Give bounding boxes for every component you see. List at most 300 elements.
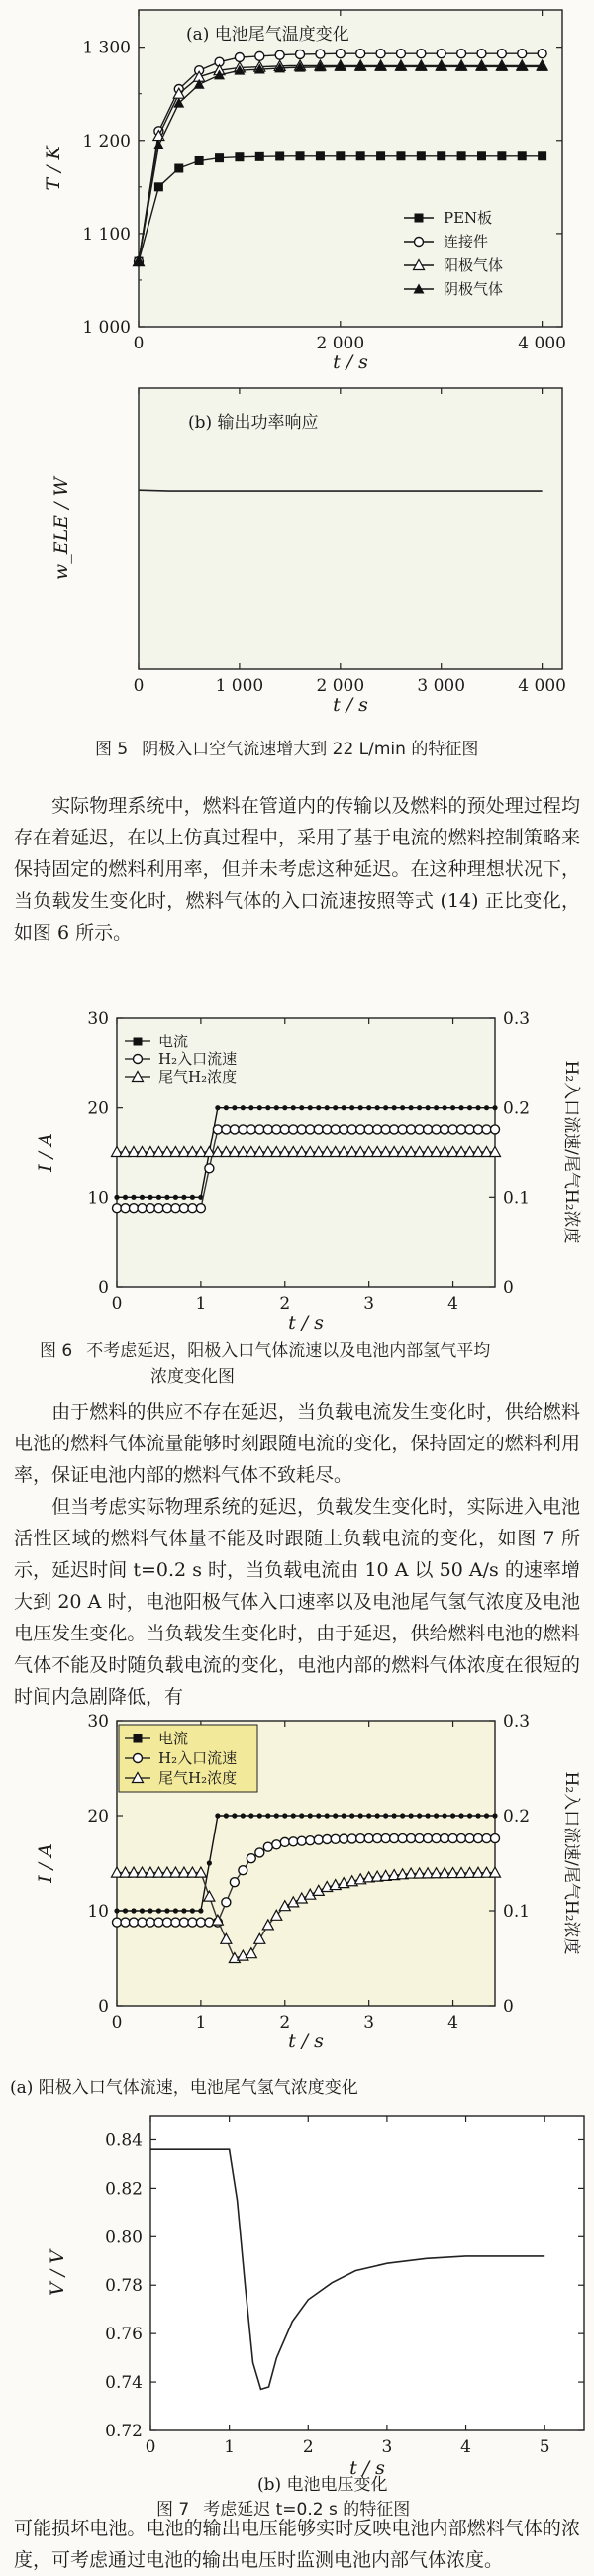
x-tick-label: 4 000: [518, 334, 566, 353]
current-marker: [458, 1813, 463, 1818]
legend-label: 阳极气体: [444, 256, 504, 274]
x-tick-label: 0: [111, 2013, 123, 2032]
h2-flow-marker: [407, 1125, 416, 1134]
current-marker: [425, 1813, 430, 1818]
fig5b-title: (b) 输出功率响应: [188, 413, 319, 433]
paragraph-2-text: 由于燃料的供应不存在延迟，当负载电流发生变化时，供给燃料电池的燃料气体流量能够时刻跟随电流的变化，保持固定的燃料利用率，保证电池内部的燃料气体不致耗尽。: [14, 1401, 580, 1486]
fig6-caption-line2: 浓度变化图: [150, 1367, 235, 1387]
current-marker: [342, 1105, 346, 1110]
current-marker: [442, 1105, 446, 1110]
current-marker: [299, 1813, 304, 1818]
h2-flow-marker: [162, 1918, 171, 1927]
y-tick-label: 0.72: [105, 2422, 143, 2441]
current-marker: [224, 1105, 229, 1110]
current-marker: [299, 1105, 304, 1110]
current-marker: [375, 1105, 380, 1110]
h2-flow-marker: [272, 1840, 281, 1849]
series-marker: [497, 50, 506, 58]
current-marker: [114, 1195, 119, 1200]
h2-flow-marker: [373, 1125, 382, 1134]
h2-flow-marker: [154, 1918, 163, 1927]
current-marker: [248, 1105, 253, 1110]
h2-flow-marker: [390, 1125, 399, 1134]
h2-flow-marker: [263, 1842, 272, 1851]
legend-marker: [134, 1754, 143, 1763]
h2-flow-marker: [457, 1125, 466, 1134]
current-marker: [291, 1105, 296, 1110]
x-tick-label: 1: [224, 2437, 236, 2457]
current-marker: [207, 1860, 212, 1865]
h2-flow-marker: [146, 1204, 154, 1213]
current-marker: [467, 1105, 472, 1110]
h2-flow-marker: [129, 1204, 138, 1213]
current-marker: [181, 1908, 186, 1913]
current-marker: [392, 1105, 397, 1110]
paragraph-3: [14, 1491, 580, 1713]
current-marker: [308, 1105, 313, 1110]
x-tick-label: 3 000: [417, 676, 466, 696]
h2-flow-marker: [188, 1204, 197, 1213]
y-tick-label: 1 200: [82, 131, 131, 151]
figure-7a: [0, 1713, 594, 2101]
h2-flow-marker: [179, 1204, 188, 1213]
h2-flow-marker: [441, 1125, 449, 1134]
h2-flow-marker: [482, 1834, 491, 1843]
current-marker: [349, 1105, 354, 1110]
paragraph-1: [14, 790, 580, 948]
figure-5: [0, 0, 594, 772]
h2-flow-marker: [474, 1834, 483, 1843]
fig5a-title: (a) 电池尾气温度变化: [186, 25, 349, 45]
current-marker: [123, 1908, 128, 1913]
current-marker: [458, 1105, 463, 1110]
y2-tick-label: 0.3: [503, 1713, 531, 1732]
series-marker: [518, 151, 527, 160]
x-tick-label: 3: [363, 2013, 375, 2032]
h2-flow-marker: [230, 1878, 239, 1887]
h2-flow-marker: [222, 1898, 231, 1907]
h2-flow-marker: [222, 1125, 231, 1134]
h2-flow-marker: [347, 1834, 356, 1843]
h2-flow-marker: [356, 1125, 365, 1134]
h2-flow-marker: [381, 1125, 390, 1134]
legend-label: 连接件: [444, 233, 489, 250]
x-tick-label: 3: [381, 2437, 393, 2457]
legend-marker: [134, 1734, 143, 1743]
current-marker: [131, 1908, 136, 1913]
h2-flow-marker: [205, 1164, 214, 1173]
current-marker: [316, 1105, 321, 1110]
legend-label: 阴极气体: [444, 280, 504, 298]
h2-flow-marker: [364, 1834, 373, 1843]
h2-flow-marker: [289, 1125, 298, 1134]
x-tick-label: 1: [195, 2013, 207, 2032]
h2-flow-marker: [415, 1125, 424, 1134]
current-marker: [232, 1105, 237, 1110]
current-marker: [123, 1195, 128, 1200]
y-tick-label: 30: [87, 1009, 109, 1029]
current-marker: [358, 1813, 363, 1818]
y-tick-label: 1 100: [82, 224, 131, 245]
x-tick-label: 1 000: [215, 676, 264, 696]
current-marker: [366, 1813, 371, 1818]
series-marker: [538, 151, 546, 160]
h2-flow-marker: [373, 1834, 382, 1843]
fig7b-caption: (b) 电池电压变化: [257, 2475, 388, 2495]
current-marker: [349, 1813, 354, 1818]
h2-flow-marker: [162, 1204, 171, 1213]
fig6-caption: [40, 1338, 554, 1390]
x-tick-label: 4: [447, 2013, 458, 2032]
series-marker: [336, 151, 345, 160]
current-marker: [400, 1105, 405, 1110]
x-axis-label: t / s: [288, 1312, 324, 1334]
series-marker: [376, 151, 385, 160]
h2-flow-marker: [398, 1125, 407, 1134]
current-marker: [215, 1813, 220, 1818]
y-tick-label: 1 300: [82, 38, 131, 58]
h2-flow-marker: [171, 1918, 180, 1927]
y-tick-label: 20: [87, 1807, 109, 1827]
current-marker: [475, 1105, 480, 1110]
h2-flow-marker: [289, 1837, 298, 1846]
current-marker: [425, 1105, 430, 1110]
current-marker: [140, 1908, 145, 1913]
figure-6: [0, 1008, 594, 1337]
h2-flow-marker: [314, 1125, 323, 1134]
y2-tick-label: 0: [503, 1997, 514, 2017]
series-marker: [255, 152, 264, 161]
h2-flow-marker: [331, 1125, 340, 1134]
h2-flow-marker: [113, 1918, 122, 1927]
series-marker: [296, 151, 305, 160]
current-marker: [148, 1195, 152, 1200]
fig7a-caption: (a) 阳极入口气体流速，电池尾气氢气浓度变化: [10, 2078, 358, 2098]
h2-flow-marker: [441, 1834, 449, 1843]
legend-marker: [415, 238, 424, 247]
h2-flow-marker: [424, 1834, 433, 1843]
current-marker: [265, 1105, 270, 1110]
y-tick-label: 20: [87, 1098, 109, 1119]
legend-marker: [415, 214, 424, 223]
x-tick-label: 1: [195, 1294, 207, 1314]
legend-marker: [134, 1038, 143, 1046]
current-marker: [156, 1908, 161, 1913]
h2-flow-marker: [255, 1125, 264, 1134]
fig5b-chart: [0, 376, 594, 733]
y-tick-label: 0.80: [105, 2228, 143, 2248]
h2-flow-marker: [213, 1125, 222, 1134]
series-marker: [296, 50, 305, 58]
current-marker: [333, 1813, 338, 1818]
h2-flow-marker: [482, 1125, 491, 1134]
current-marker: [375, 1813, 380, 1818]
h2-flow-marker: [113, 1204, 122, 1213]
h2-flow-marker: [138, 1204, 147, 1213]
h2-flow-marker: [340, 1834, 348, 1843]
current-marker: [274, 1105, 279, 1110]
h2-flow-marker: [297, 1836, 306, 1845]
series-marker: [154, 182, 163, 191]
h2-flow-marker: [179, 1918, 188, 1927]
series-marker: [174, 164, 183, 173]
series-marker: [437, 151, 446, 160]
y2-tick-label: 0.1: [503, 1902, 531, 1922]
current-marker: [392, 1813, 397, 1818]
x-tick-label: 4 000: [518, 676, 566, 696]
current-marker: [366, 1105, 371, 1110]
series-marker: [336, 50, 345, 58]
current-marker: [224, 1813, 229, 1818]
h2-flow-marker: [272, 1125, 281, 1134]
x-tick-label: 2 000: [316, 334, 365, 353]
series-marker: [356, 151, 365, 160]
legend-label: H₂入口流速: [158, 1050, 238, 1068]
series-marker: [437, 50, 446, 58]
paragraph-3-text: 但当考虑实际物理系统的延迟，负载发生变化时，实际进入电池活性区域的燃料气体量不能及时跟随上负载电流的变化，如图 7 所示，延迟时间 t=0.2 s 时，当负载电流由 10 A 以 50 A/s 的速率增大到 20 A 时，电池阳极气体入口速率以及电池尾气氢气浓度及电池电压发生变化。当负载发生变化时，由于延迟，供给燃料电池的燃料气体不能及时随负载电流的变化，电池内部的燃料气体浓度在很短的时间内急剧降低，有: [14, 1496, 580, 1708]
current-marker: [475, 1813, 480, 1818]
current-marker: [417, 1105, 422, 1110]
current-marker: [316, 1813, 321, 1818]
fig7-caption-number: 图 7: [156, 2500, 190, 2520]
series-marker: [477, 151, 486, 160]
h2-flow-marker: [306, 1836, 315, 1845]
y-axis-label: w_ELE / W: [50, 476, 72, 581]
h2-flow-marker: [196, 1918, 205, 1927]
h2-flow-marker: [465, 1834, 474, 1843]
fig5-caption-text: 阴极入口空气流速增大到 22 L/min 的特征图: [142, 740, 479, 759]
series-marker: [457, 151, 466, 160]
current-marker: [442, 1813, 446, 1818]
current-marker: [383, 1813, 388, 1818]
current-marker: [173, 1908, 178, 1913]
h2-flow-marker: [364, 1125, 373, 1134]
current-marker: [434, 1813, 439, 1818]
series-marker: [457, 50, 466, 58]
current-marker: [140, 1195, 145, 1200]
figure-7b: [0, 2104, 594, 2500]
x-tick-label: 2: [302, 2437, 314, 2457]
series-marker: [376, 50, 385, 58]
h2-flow-marker: [432, 1125, 441, 1134]
h2-flow-marker: [424, 1125, 433, 1134]
h2-flow-marker: [121, 1918, 130, 1927]
h2-flow-marker: [491, 1834, 500, 1843]
current-marker: [190, 1195, 195, 1200]
legend-label: 电流: [158, 1730, 189, 1747]
series-marker: [255, 51, 264, 60]
series-marker: [215, 153, 224, 162]
paragraph-4-text: 可能损坏电池。电池的输出电压能够实时反映电池内部燃料气体的浓度，可考虑通过电池的输出电压时监测电池内部气体浓度。: [14, 2518, 580, 2571]
y-tick-label: 10: [87, 1188, 109, 1209]
current-marker: [257, 1813, 262, 1818]
y-axis-label: I / A: [35, 1843, 56, 1883]
fig7b-chart: [0, 2104, 594, 2500]
h2-flow-marker: [129, 1918, 138, 1927]
current-marker: [383, 1105, 388, 1110]
current-marker: [484, 1813, 489, 1818]
x-tick-label: 2: [279, 1294, 291, 1314]
series-marker: [235, 53, 244, 62]
h2-flow-marker: [247, 1125, 255, 1134]
power-line: [139, 490, 543, 491]
h2-flow-marker: [448, 1834, 457, 1843]
h2-flow-marker: [432, 1834, 441, 1843]
h2-flow-marker: [146, 1918, 154, 1927]
current-marker: [409, 1813, 414, 1818]
current-marker: [409, 1105, 414, 1110]
current-marker: [248, 1813, 253, 1818]
current-marker: [198, 1908, 203, 1913]
current-marker: [282, 1105, 287, 1110]
y-tick-label: 0.84: [105, 2130, 143, 2151]
fig7a-chart: [0, 1713, 594, 2101]
x-tick-label: 4: [460, 2437, 471, 2457]
h2-flow-marker: [407, 1834, 416, 1843]
y-tick-label: 30: [87, 1713, 109, 1732]
series-marker: [235, 152, 244, 161]
y2-axis-label: H₂入口流速/尾气H₂浓度: [561, 1771, 581, 1955]
current-marker: [190, 1908, 195, 1913]
x-tick-label: 4: [447, 1294, 458, 1314]
series-marker: [417, 50, 426, 58]
series-marker: [477, 50, 486, 58]
series-marker: [275, 50, 284, 59]
y-tick-label: 0.76: [105, 2325, 143, 2345]
current-marker: [215, 1105, 220, 1110]
current-marker: [164, 1908, 169, 1913]
current-marker: [400, 1813, 405, 1818]
current-marker: [265, 1813, 270, 1818]
h2-flow-marker: [415, 1834, 424, 1843]
h2-flow-marker: [239, 1866, 248, 1875]
y2-tick-label: 0: [503, 1278, 514, 1298]
current-marker: [156, 1195, 161, 1200]
fig5-caption: [95, 737, 478, 762]
y-tick-label: 10: [87, 1902, 109, 1922]
fig5-caption-number: 图 5: [95, 740, 129, 759]
h2-flow-marker: [306, 1125, 315, 1134]
h2-flow-marker: [280, 1837, 289, 1846]
y-axis-label: I / A: [35, 1133, 56, 1172]
h2-flow-marker: [196, 1204, 205, 1213]
h2-flow-marker: [138, 1918, 147, 1927]
series-marker: [316, 151, 325, 160]
current-marker: [173, 1195, 178, 1200]
h2-flow-marker: [121, 1204, 130, 1213]
h2-flow-marker: [390, 1834, 399, 1843]
h2-flow-marker: [465, 1125, 474, 1134]
h2-flow-marker: [263, 1125, 272, 1134]
x-axis-label: t / s: [288, 2031, 324, 2052]
current-marker: [181, 1195, 186, 1200]
y-tick-label: 0: [98, 1997, 109, 2017]
current-marker: [492, 1813, 497, 1818]
h2-flow-marker: [171, 1204, 180, 1213]
x-tick-label: 0: [145, 2437, 156, 2457]
fig6-chart: [0, 1008, 594, 1337]
current-marker: [282, 1813, 287, 1818]
current-marker: [274, 1813, 279, 1818]
y2-tick-label: 0.1: [503, 1188, 531, 1209]
h2-flow-marker: [323, 1125, 332, 1134]
y-tick-label: 0: [98, 1278, 109, 1298]
current-marker: [358, 1105, 363, 1110]
x-tick-label: 0: [111, 1294, 123, 1314]
h2-flow-marker: [340, 1125, 348, 1134]
h2-flow-marker: [474, 1125, 483, 1134]
current-marker: [434, 1105, 439, 1110]
legend-label: 尾气H₂浓度: [158, 1068, 238, 1086]
x-axis-label: t / s: [333, 351, 368, 373]
paragraph-2: [14, 1396, 580, 1491]
x-tick-label: 0: [133, 676, 145, 696]
h2-flow-marker: [239, 1125, 248, 1134]
paragraph-1-text: 实际物理系统中，燃料在管道内的传输以及燃料的预处理过程均存在着延迟，在以上仿真过程中，采用了基于电流的燃料控制策略来保持固定的燃料利用率，但并未考虑这种延迟。在这种理想状况下，当负载发生变化时，燃料气体的入口流速按照等式 (14) 正比变化，如图 6 所示。: [14, 795, 580, 943]
x-axis-label: t / s: [349, 2457, 385, 2479]
x-tick-label: 5: [539, 2437, 550, 2457]
y2-tick-label: 0.3: [503, 1009, 531, 1029]
current-marker: [450, 1105, 455, 1110]
current-marker: [492, 1105, 497, 1110]
h2-flow-marker: [331, 1834, 340, 1843]
current-marker: [333, 1105, 338, 1110]
current-marker: [467, 1813, 472, 1818]
y2-tick-label: 0.2: [503, 1098, 531, 1119]
current-marker: [148, 1908, 152, 1913]
fig6-caption-line1: 不考虑延迟，阳极入口气体流速以及电池内部氢气平均: [86, 1341, 491, 1361]
legend-label: 尾气H₂浓度: [158, 1769, 238, 1787]
x-tick-label: 0: [133, 334, 145, 353]
h2-flow-marker: [398, 1834, 407, 1843]
series-marker: [356, 50, 365, 58]
y2-axis-label: H₂入口流速/尾气H₂浓度: [561, 1060, 581, 1244]
fig7-caption-text: 考虑延迟 t=0.2 s 的特征图: [203, 2500, 411, 2520]
current-marker: [417, 1813, 422, 1818]
h2-flow-marker: [448, 1125, 457, 1134]
x-tick-label: 2: [279, 2013, 291, 2032]
legend-label: PEN板: [444, 209, 493, 227]
h2-flow-marker: [347, 1125, 356, 1134]
current-marker: [114, 1908, 119, 1913]
x-tick-label: 3: [363, 1294, 375, 1314]
y2-tick-label: 0.2: [503, 1807, 531, 1827]
current-marker: [232, 1813, 237, 1818]
y-tick-label: 0.78: [105, 2276, 143, 2297]
y-axis-label: V / V: [47, 2250, 68, 2296]
h2-flow-marker: [280, 1125, 289, 1134]
h2-flow-marker: [230, 1125, 239, 1134]
series-marker: [275, 151, 284, 160]
h2-flow-marker: [314, 1835, 323, 1844]
fig6-caption-number: 图 6: [40, 1341, 73, 1361]
h2-flow-marker: [381, 1834, 390, 1843]
h2-flow-marker: [247, 1854, 255, 1863]
current-marker: [450, 1813, 455, 1818]
current-marker: [308, 1813, 313, 1818]
h2-flow-marker: [356, 1834, 365, 1843]
current-marker: [325, 1105, 330, 1110]
paragraph-4: [14, 2513, 580, 2576]
x-tick-label: 2 000: [316, 676, 365, 696]
current-marker: [484, 1105, 489, 1110]
current-marker: [164, 1195, 169, 1200]
series-marker: [538, 50, 546, 58]
series-marker: [497, 151, 506, 160]
series-marker: [396, 50, 405, 58]
y-tick-label: 1 000: [82, 318, 131, 338]
y-tick-label: 0.82: [105, 2179, 143, 2200]
